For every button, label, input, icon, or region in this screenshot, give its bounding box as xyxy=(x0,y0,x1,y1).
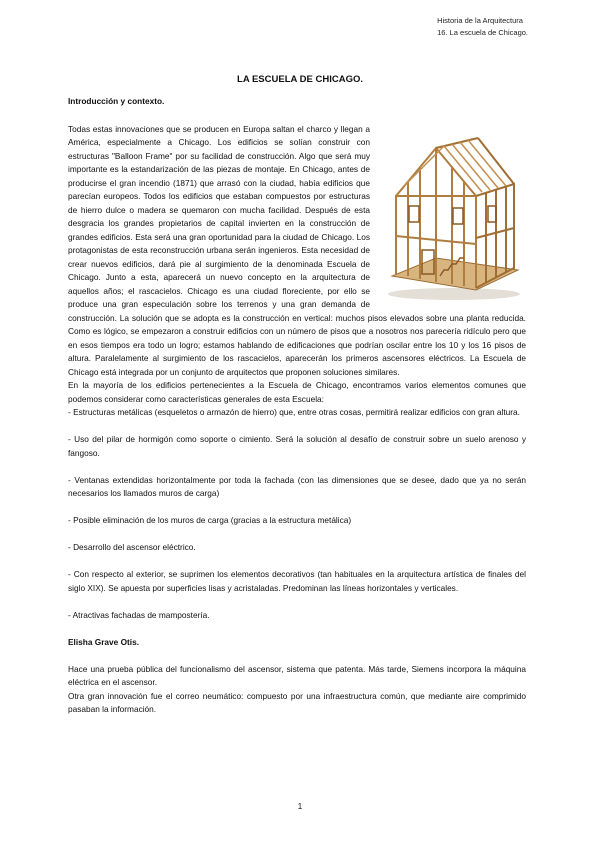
intro-heading: Introducción y contexto. xyxy=(68,96,165,106)
document-title: LA ESCUELA DE CHICAGO. xyxy=(237,74,363,85)
bullet-item-6: - Con respecto al exterior, se suprimen los elementos decorativos (tan habituales en la arquitectura artística de finales del siglo XIX). Se apuesta por superficies lisas y acristaladas. Predominan las líneas horizontales y verticales. xyxy=(68,569,526,593)
bullet-item-2: - Uso del pilar de hormigón como soporte o cimiento. Será la solución al desafío de construir sobre un suelo arenoso y fangoso. xyxy=(68,434,526,458)
page-header xyxy=(437,15,528,39)
header-line-2: 16. La escuela de Chicago. xyxy=(437,28,528,37)
header-line-1: Historia de la Arquitectura xyxy=(437,16,523,25)
bullet-item-7: - Atractivas fachadas de mampostería. xyxy=(68,609,210,620)
bullet-item-4: - Posible eliminación de los muros de carga (gracias a la estructura metálica) xyxy=(68,515,352,525)
page-number: 1 xyxy=(297,802,303,811)
otis-heading: Elisha Grave Otis. xyxy=(68,636,140,647)
document-body xyxy=(68,95,526,717)
paragraph-common-elements: En la mayoría de los edificios pertenecientes a la Escuela de Chicago, encontramos varios elementos comunes que podemos considerar como características generales de esta Escuela: xyxy=(68,380,526,404)
bullet-item-5: - Desarrollo del ascensor eléctrico. xyxy=(68,542,196,552)
bullet-item-3: - Ventanas extendidas horizontalmente por toda la fachada (con las dimensiones que se desee, dado que ya no serán necesarios los llamados muros de carga) xyxy=(68,474,526,498)
paragraph-otis-elevator: Hace una prueba pública del funcionalismo del ascensor, sistema que patenta. Más tarde, Siemens incorpora la máquina eléctrica en el ascensor. xyxy=(68,663,526,687)
paragraph-pneumatic-mail: Otra gran innovación fue el correo neumático: compuesto por una infraestructura común, que mediante aire comprimido pasaban la información. xyxy=(68,690,526,714)
bullet-item-1: - Estructuras metálicas (esqueletos o armazón de hierro) que, entre otras cosas, permitirá realizar edificios con gran altura. xyxy=(68,407,520,417)
paragraph-chicago-context: Todas estas innovaciones que se producen en Europa saltan el charco y llegan a América, especialmente a Chicago. Los edificios se solían construir con estructuras "Balloon Frame" por su facilidad de construcción. Algo que será muy importante es la estandarización de las piezas de montaje. En Chicago, antes de producirse el gran incendio (1871) que arrasó con la ciudad, había edificios que parecían europeos. Todos los edificios que estaban compuestos por estructuras de hierro dulce o madera se quemaron con mucha facilidad. Después de esta desgracia los grandes propietarios de capital invierten en la construcción de grandes edificios. Esta será una gran oportunidad para la ciudad de Chicago. Los protagonistas de esta reconstrucción urbana serán ingenieros. Esta necesidad de crear nuevos edificios, dará pie al surgimiento de la denominada Escuela de Chicago. Junto a esta, aparecerá un nuevo concepto en la arquitectura de aquellos años; el rascacielos. Chicago es una ciudad floreciente, por ello se produce una gran especulación sobre los terrenos y una gran demanda de construcción. La solución que se adopta es la construcción en vertical: muchos pisos elevados sobre una planta reducida. Como es lógico, se empezaron a construir edificios con un número de pisos que a nosotros nos parecería ridículo pero que en esos tiempos era todo un logro; estamos hablando de edificaciones que podrían oscilar entre los 10 y los 16 pisos de altura. Paralelamente al surgimiento de los rascacielos, aparecerán los primeros ascensores eléctricos. La Escuela de Chicago está integrada por un conjunto de arquitectos que proponen soluciones similares. xyxy=(68,123,526,377)
balloon-frame-house-image xyxy=(378,126,526,302)
